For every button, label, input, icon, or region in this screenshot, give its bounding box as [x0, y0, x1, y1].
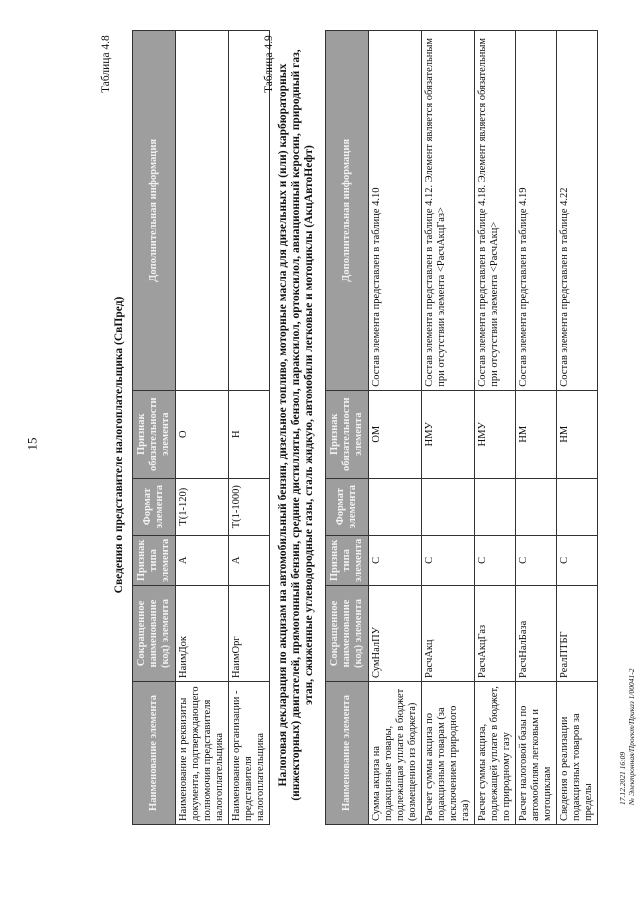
cell-required: НМ	[557, 390, 598, 478]
table-4-8	[132, 30, 270, 825]
cell-name: Расчет суммы акциза, подлежащей уплате в бюджет, по природному газу	[475, 682, 516, 825]
cell-code: РасчАкцГаз	[475, 586, 516, 682]
header-name: Наименование элемента	[326, 682, 369, 825]
cell-required: НМУ	[475, 390, 516, 478]
header-format: Формат элемента	[326, 478, 369, 535]
cell-format	[422, 478, 475, 535]
cell-required: О	[176, 390, 229, 478]
header-info: Дополнительная информация	[326, 31, 369, 391]
table-4-9-title: Налоговая декларация по акцизам на автомобильный бензин, дизельное топливо, моторные масла для дизельных и (или) карбюраторных (инжекторных) двигателей, прямогонный бензин, средние дистилляты, бензол, параксилол, ортоксилол, авиационный керосин, природный газ, этан, сжиженные углеводородные газы, сталь жидкую, автомобили легковые и мотоциклы (АкцАвтоНефт)	[277, 49, 315, 801]
cell-format: T(1-120)	[176, 478, 229, 535]
header-name: Наименование элемента	[133, 682, 176, 825]
header-required: Признак обязательности элемента	[326, 390, 369, 478]
header-required: Признак обязательности элемента	[133, 390, 176, 478]
table-header-row	[326, 31, 369, 825]
cell-info: Состав элемента представлен в таблице 4.19	[516, 31, 557, 391]
table-4-8-title: Сведения о представителе налогоплательщика (СвПред)	[113, 296, 125, 594]
footer-ref: № Электронная/Проект/Приказ 1/00041-2	[627, 668, 636, 805]
cell-name: Расчет суммы акциза по подакцизным товарам (за исключением природного газа)	[422, 682, 475, 825]
cell-type: С	[557, 535, 598, 585]
header-format: Формат элемента	[133, 478, 176, 535]
cell-type: С	[369, 535, 422, 585]
cell-required: НМУ	[422, 390, 475, 478]
header-type: Признак типа элемента	[133, 535, 176, 585]
header-info: Дополнительная информация	[133, 31, 176, 391]
cell-format	[369, 478, 422, 535]
table-4-9-label: Таблица 4.9	[263, 35, 275, 93]
cell-info: Состав элемента представлен в таблице 4.18. Элемент является обязательным при отсутствии элемента <РасчАкц>	[475, 31, 516, 391]
cell-name: Сведения о реализации подакцизных товаров за пределы	[557, 682, 598, 825]
footer-date: 17.12.2021 16:09	[618, 751, 627, 805]
cell-format	[557, 478, 598, 535]
cell-format: T(1-1000)	[229, 478, 270, 535]
cell-required: Н	[229, 390, 270, 478]
cell-code: РасчАкц	[422, 586, 475, 682]
cell-name: Наименование и реквизиты документа, подтверждающего полномочия представителя налогоплательщика	[176, 682, 229, 825]
cell-code: НаимДок	[176, 586, 229, 682]
cell-info: Состав элемента представлен в таблице 4.10	[369, 31, 422, 391]
cell-info: Состав элемента представлен в таблице 4.12. Элемент является обязательным при отсутствии элемента <РасчАкцГаз>	[422, 31, 475, 391]
cell-format	[516, 478, 557, 535]
cell-code: РеалПТБГ	[557, 586, 598, 682]
cell-type: А	[229, 535, 270, 585]
cell-name: Наименование организации - представителя налогоплательщика	[229, 682, 270, 825]
cell-type: С	[475, 535, 516, 585]
table-4-8-label: Таблица 4.8	[100, 35, 112, 93]
table-4-9	[325, 30, 598, 825]
cell-code: НаимОрг	[229, 586, 270, 682]
cell-type: С	[516, 535, 557, 585]
table-row	[557, 31, 598, 825]
header-code: Сокращенное наименование (код) элемента	[133, 586, 176, 682]
cell-type: С	[422, 535, 475, 585]
cell-required: ОМ	[369, 390, 422, 478]
header-type: Признак типа элемента	[326, 535, 369, 585]
cell-name: Сумма акциза на подакцизные товары, подлежащая уплате в бюджет (возмещению из бюджета)	[369, 682, 422, 825]
table-row	[422, 31, 475, 825]
cell-required: НМ	[516, 390, 557, 478]
cell-format	[475, 478, 516, 535]
cell-name: Расчет налоговой базы по автомобилям легковым и мотоциклам	[516, 682, 557, 825]
cell-info	[176, 31, 229, 391]
table-header-row	[133, 31, 176, 825]
cell-code: СумНалПУ	[369, 586, 422, 682]
table-row	[229, 31, 270, 825]
cell-type: А	[176, 535, 229, 585]
table-row	[516, 31, 557, 825]
table-row	[369, 31, 422, 825]
page-number: 15	[24, 437, 40, 451]
cell-code: РасчНалБаза	[516, 586, 557, 682]
footer-stamp	[618, 669, 636, 805]
table-row	[475, 31, 516, 825]
table-row	[176, 31, 229, 825]
header-code: Сокращенное наименование (код) элемента	[326, 586, 369, 682]
cell-info: Состав элемента представлен в таблице 4.22	[557, 31, 598, 391]
